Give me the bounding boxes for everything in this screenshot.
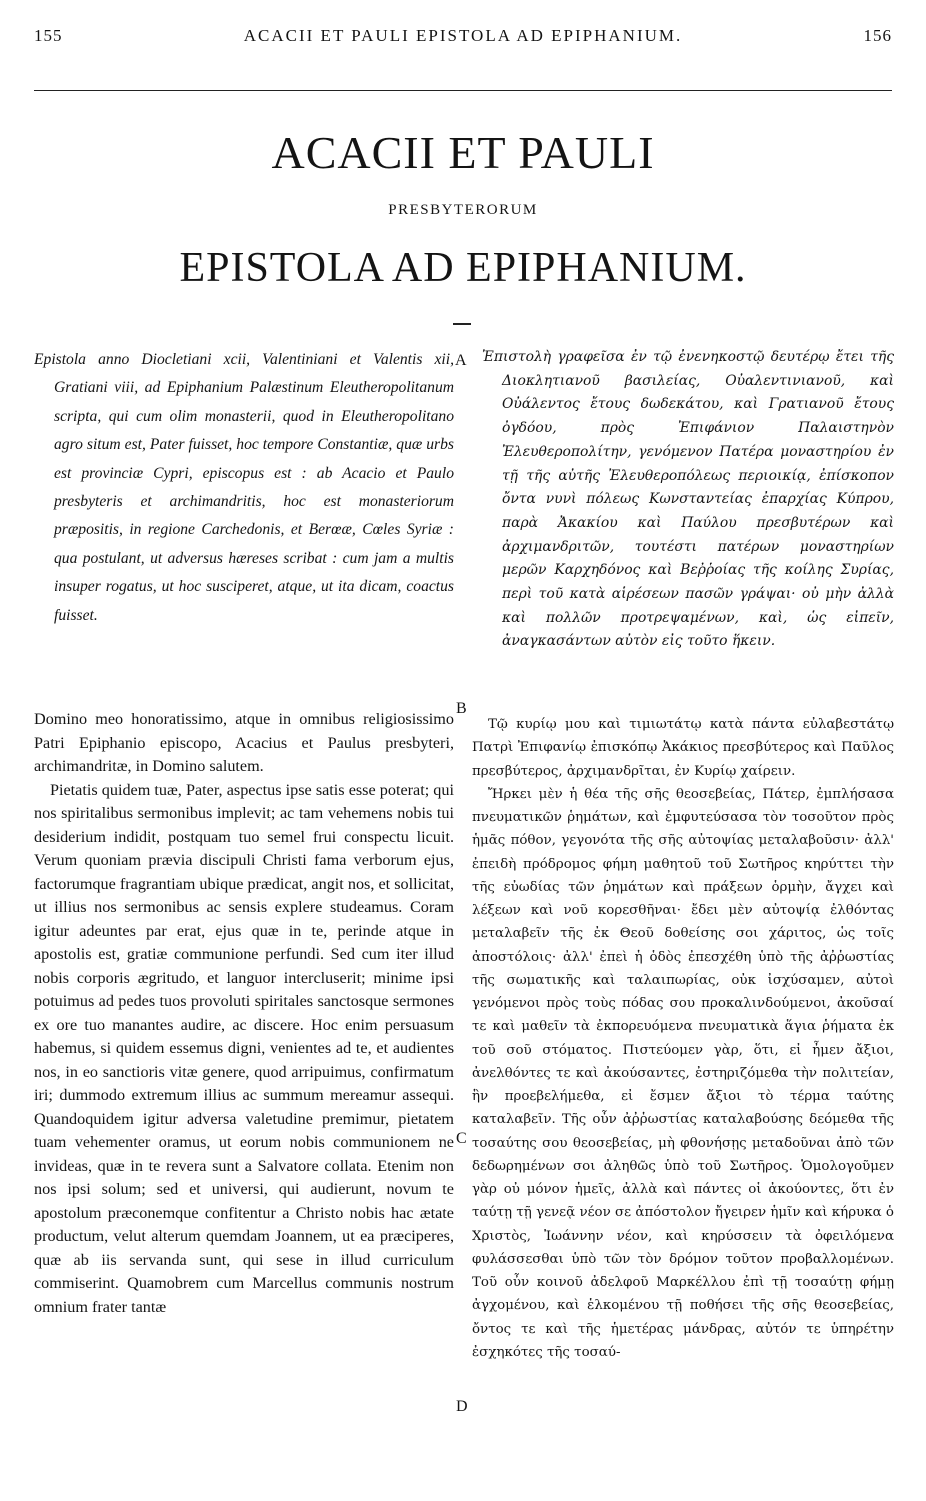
margin-letter-b: B [456,700,467,717]
greek-salutation: Τῷ κυρίῳ μου καὶ τιμιωτάτῳ κατὰ πάντα εὐλαβεστάτῳ Πατρὶ Ἐπιφανίῳ ἐπισκόπῳ Ἀκάκιος πρεσβύτερος καὶ Παῦλος πρεσβύτερος, ἀρχιμανδρῖται, ἐν Κυρίῳ χαίρειν. [472,717,894,779]
latin-paragraph: Pietatis quidem tuæ, Pater, aspectus ipse satis esse poterat; qui nos spiritalibus sermonibus implevit; ac tam vehemens nobis tui desiderium indidit, postquam tuo semel frui conspectu licuit. Verum quoniam prævia discipuli Christi fama verborum ejus, factorumque fragrantiam ubique prædicat, angit nos, et sollicitat, ut illius nos sermonibus ac sensis explere studeamus. Coram igitur adeuntes par erat, ejus quæ in te, perinde atque in apostolis est, gratiæ communione perfundi. Sed cum iter illud nobis corporis ægritudo, et languor intercluserit; minime ipsi potuimus ad pedes tuos provoluti spiritales sanctosque sermones ex ore tuo manantes audire, ac discere. Hoc enim persuasum habemus, si quidem essemus digni, venientes ad te, et audientes nos, in eo sanctioris vitæ genere, quod arripuimus, confirmatum iri; dummodo extremum illius ac summum mereamur assequi. Quandoquidem igitur adversa valetudine premimur, pietatem tuam vehementer oramus, ut eorum nobis communionem ne invideas, quæ in te revera sunt a Salvatore collata. Etenim non nos ipsi solum; sed et universi, qui audierunt, novum te apostolum præconemque confitentur a Christo nobis hac ætate productum, velut alterum quemdam Joannem, ut ea præciperes, quæ ab iis servanda sunt, qui sese in illud curriculum commiserint. Quamobrem cum Marcellus communis nostrum omnium frater tantæ [34,780,454,1316]
latin-column [34,708,454,1319]
header-rule [34,90,892,91]
latin-summary-text: Epistola anno Diocletiani xcii, Valentiniani et Valentis xii, Gratiani viii, ad Epiphanium Palæstinum Eleutheropolitanum scripta, qui cum olim monasterii, quod in Eleutheropolitano agro situm est, Pater fuisset, hoc tempore Constantiæ, quæ urbs est provinciæ Cypri, episcopus est : ab Acacio et Paulo presbyteris et archimandritis, hoc est monasteriorum præpositis, in regione Carchedonis, et Berœæ, Cœles Syriæ : qua postulant, ut adversus hæreses scribat : cum jam a multis insuper rogatus, ut hoc susciperet, atque, ut ita dicam, coactus fuisset. [34,351,454,624]
main-title-line-2: EPISTOLA AD EPIPHANIUM. [179,245,747,291]
title-dash [453,323,471,325]
latin-salutation: Domino meo honoratissimo, atque in omnibus religiosissimo Patri Epiphanio episcopo, Acacius et Paulus presbyteri, archimandritæ, in Domino salutem. [34,710,454,775]
greek-paragraph: Ἤρκει μὲν ἡ θέα τῆς σῆς θεοσεβείας, Πάτερ, ἐμπλήσασα πνευματικῶν ῥημάτων, καὶ ἐμφυτεύσασα τὸν τοσοῦτον πρὸς ἡμᾶς πόθον, γεγονότα τῆς σῆς αὐτοψίας μεταλαβοῦσιν· ἀλλ' ἐπειδὴ πρόδρομος φήμη μαθητοῦ τοῦ Σωτῆρος κηρύττει τὴν τῆς εὐωδίας τῶν ῥημάτων καὶ πράξεων ὁρμὴν, ἄγχει καὶ λέξεων καὶ νοῦ κορεσθῆναι· ἔδει μὲν αὐτοψίᾳ ἐλθόντας μεταλαβεῖν τῆς ἐκ Θεοῦ δοθείσης σοι χάριτος, ὡς τοῖς ἀποστόλοις· ἀλλ' ἐπεὶ ἡ ὁδὸς ἐπεσχέθη ὑπὸ τῆς ἀῤῥωστίας τῆς σωματικῆς καὶ ταλαιπωρίας, οὐκ ἰσχύσαμεν, αὐτοὶ γενόμενοι πρὸς τοὺς πόδας σου προκαλινδούμενοι, ἀκοῦσαί τε καὶ μαθεῖν τὰ ἐκπορευόμενα πνευματικὰ ἅγια ῥήματα ἐκ τοῦ σοῦ στόματος. Πιστεύομεν γὰρ, ὅτι, εἰ ἦμεν ἄξιοι, ἀνελθόντες τε καὶ ἀκούσαντες, ἐστηριζόμεθα τὴν πολιτείαν, ἣν προεβελήμεθα, εἰ ἔσμεν ἄξιοι τὸ τέρμα ταύτης καταλαβεῖν. Τῆς οὖν ἀῤῥωστίας καταλαβούσης δεόμεθα τῆς τοσαύτης σου θεοσεβείας, μὴ φθονήσῃς μεταδοῦναι ἀπὸ τῶν δεδωρημένων σοι ἀληθῶς ὑπὸ τοῦ Σωτῆρος. Ὁμολογοῦμεν γὰρ οὐ μόνον ἡμεῖς, ἀλλὰ καὶ πάντες οἱ ἀκούοντες, ὅτι ἐν ταύτῃ τῇ γενεᾷ νέον σε ἀπόστολον ἤγειρεν ἡμῖν καὶ κήρυκα ὁ Χριστὸς, Ἰωάννην νέον, καὶ κηρύσσειν τὰ ὀφειλόμενα φυλάσσεσθαι ὑπὸ τῶν τὸν δρόμον τοῦτον προβαλλομένων. Τοῦ οὖν κοινοῦ ἀδελφοῦ Μαρκέλλου ἐπὶ τῇ τοσαύτῃ φήμῃ ἀγχομένου, καὶ ἑλκομένου τῇ ποθήσει τῆς σῆς θεοσεβείας, ὄντος τε καὶ τῆς ἡμετέρας μάνδρας, αὐτόν τε ὑπηρέτην ἐσχηκότες τῆς τοσαύ- [472,786,894,1360]
greek-summary-text: Ἐπιστολὴ γραφεῖσα ἐν τῷ ἐνενηκοστῷ δευτέρῳ ἔτει τῆς Διοκλητιανοῦ βασιλείας, Οὐαλεντινιανοῦ, καὶ Οὐάλεντος ἔτους δωδεκάτου, καὶ Γρατιανοῦ ἔτους ὀγδόου, πρὸς Ἐπιφάνιον Παλαιστηνὸν Ἐλευθεροπολίτην, γενόμενον Πατέρα μοναστηρίου ἐν τῇ τῆς αὐτῆς Ἐλευθεροπόλεως περιοικίᾳ, ἐπίσκοπον ὄντα νυνὶ πόλεως Κωνσταντείας ἐπαρχίας Κύπρου, παρὰ Ἀκακίου καὶ Παύλου πρεσβυτέρων καὶ ἀρχιμανδριτῶν, τουτέστι πατέρων μοναστηρίων μερῶν Καρχηδόνος καὶ Βεῤῥοίας τῆς κοίλης Συρίας, περὶ τοῦ κατὰ αἱρέσεων πασῶν γράψαι· οὐ μὴν ἀλλὰ καὶ πολλῶν προτρεψαμένων, καὶ, ὡς εἰπεῖν, ἀναγκασάντων αὐτὸν εἰς τοῦτο ἥκειν. [482,349,894,650]
greek-summary [482,346,894,654]
greek-column [472,713,894,1364]
page-number-right: 156 [863,26,892,45]
margin-letter-d: D [456,1398,468,1415]
page-number-left: 155 [34,26,63,45]
subtitle: PRESBYTERORUM [388,202,538,218]
running-title: ACACII ET PAULI EPISTOLA AD EPIPHANIUM. [243,26,683,45]
latin-summary [34,346,454,630]
margin-letter-c: C [456,1130,467,1147]
main-title: ACACII ET PAULI [271,127,655,178]
running-header [34,26,892,54]
margin-letter-a: A [455,352,467,369]
